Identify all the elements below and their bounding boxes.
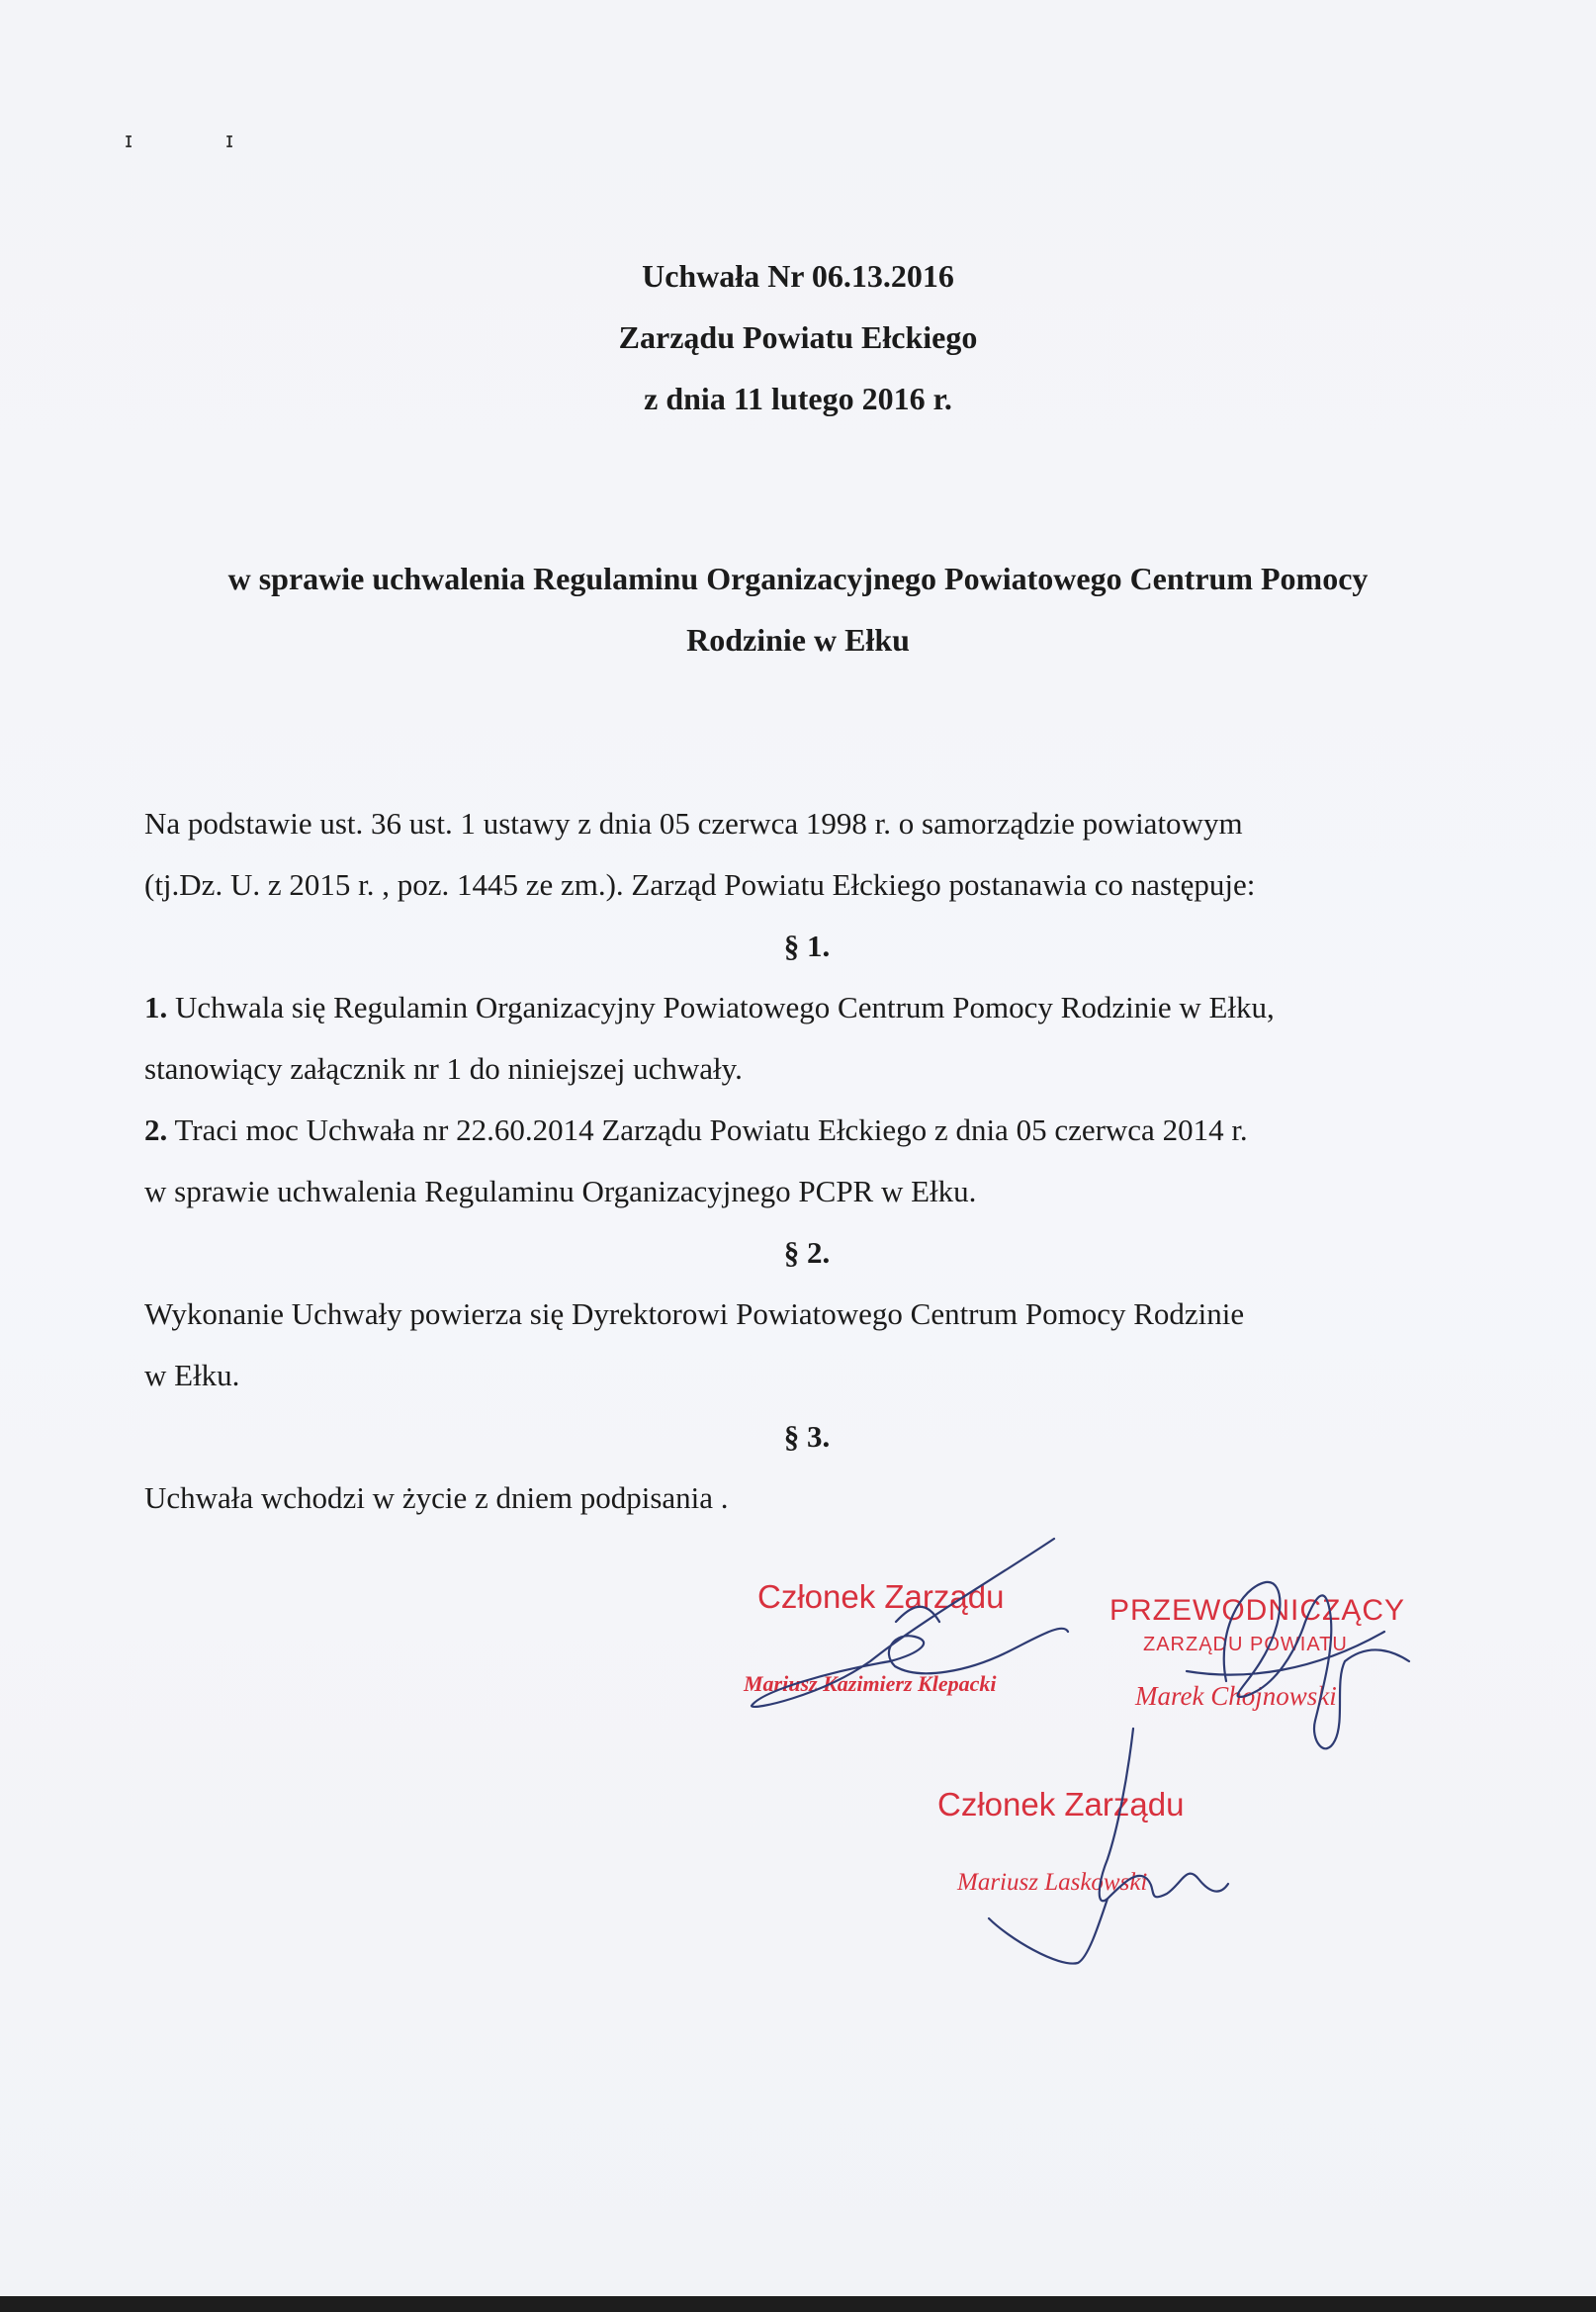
resolution-body	[144, 793, 1469, 1529]
resolution-date: z dnia 11 lutego 2016 r.	[644, 381, 952, 416]
scan-bottom-edge	[0, 2296, 1596, 2312]
resolution-header	[0, 245, 1596, 429]
resolution-number: Uchwała Nr 06.13.2016	[642, 258, 954, 294]
section-heading: § 1.	[783, 929, 831, 963]
item-number: 2.	[144, 1112, 168, 1147]
stamp-role-right: PRZEWODNICZĄCY	[1109, 1594, 1405, 1627]
section-heading: § 3.	[783, 1419, 831, 1454]
signature-bottom-icon	[989, 1729, 1228, 1964]
preamble-line: (tj.Dz. U. z 2015 r. , poz. 1445 ze zm.). Zarząd Powiatu Ełckiego postanawia co następuje:	[144, 867, 1256, 902]
item-text: Traci moc Uchwała nr 22.60.2014 Zarządu Powiatu Ełckiego z dnia 05 czerwca 2014 r.	[167, 1112, 1248, 1147]
item-number: 1.	[144, 990, 168, 1024]
stamp-name-right: Marek Chojnowski	[1135, 1681, 1337, 1711]
staple-mark-icon: ɪ	[125, 129, 133, 153]
section-text: Wykonanie Uchwały powierza się Dyrektorowi Powiatowego Centrum Pomocy Rodzinie	[144, 1296, 1245, 1331]
section-text: Uchwała wchodzi w życie z dniem podpisania .	[144, 1480, 729, 1515]
section-text: w Ełku.	[144, 1358, 240, 1392]
resolution-issuer: Zarządu Powiatu Ełckiego	[618, 319, 978, 355]
stamp-name-left: Mariusz Kazimierz Klepacki	[744, 1671, 997, 1696]
stamp-role-left: Członek Zarządu	[757, 1578, 1005, 1615]
section-item-continuation: w sprawie uchwalenia Regulaminu Organizacyjnego PCPR w Ełku.	[144, 1174, 977, 1208]
subject-line: w sprawie uchwalenia Regulaminu Organizacyjnego Powiatowego Centrum Pomocy	[227, 561, 1369, 596]
section-heading: § 2.	[783, 1235, 831, 1270]
resolution-subject	[148, 548, 1448, 670]
section-item	[144, 977, 1469, 1038]
preamble-line: Na podstawie ust. 36 ust. 1 ustawy z dnia 05 czerwca 1998 r. o samorządzie powiatowym	[144, 806, 1243, 841]
item-text: Uchwala się Regulamin Organizacyjny Powiatowego Centrum Pomocy Rodzinie w Ełku,	[167, 990, 1275, 1024]
stamp-name-bottom: Mariusz Laskowski	[957, 1869, 1148, 1896]
section-item-continuation: stanowiący załącznik nr 1 do niniejszej uchwały.	[144, 1051, 743, 1086]
section-item	[144, 1100, 1469, 1161]
staple-mark-icon: ɪ	[225, 129, 234, 153]
stamp-role-bottom: Członek Zarządu	[937, 1786, 1185, 1823]
subject-line: Rodzinie w Ełku	[686, 622, 910, 658]
stamp-role-right-secondary: ZARZĄDU POWIATU	[1143, 1634, 1348, 1655]
